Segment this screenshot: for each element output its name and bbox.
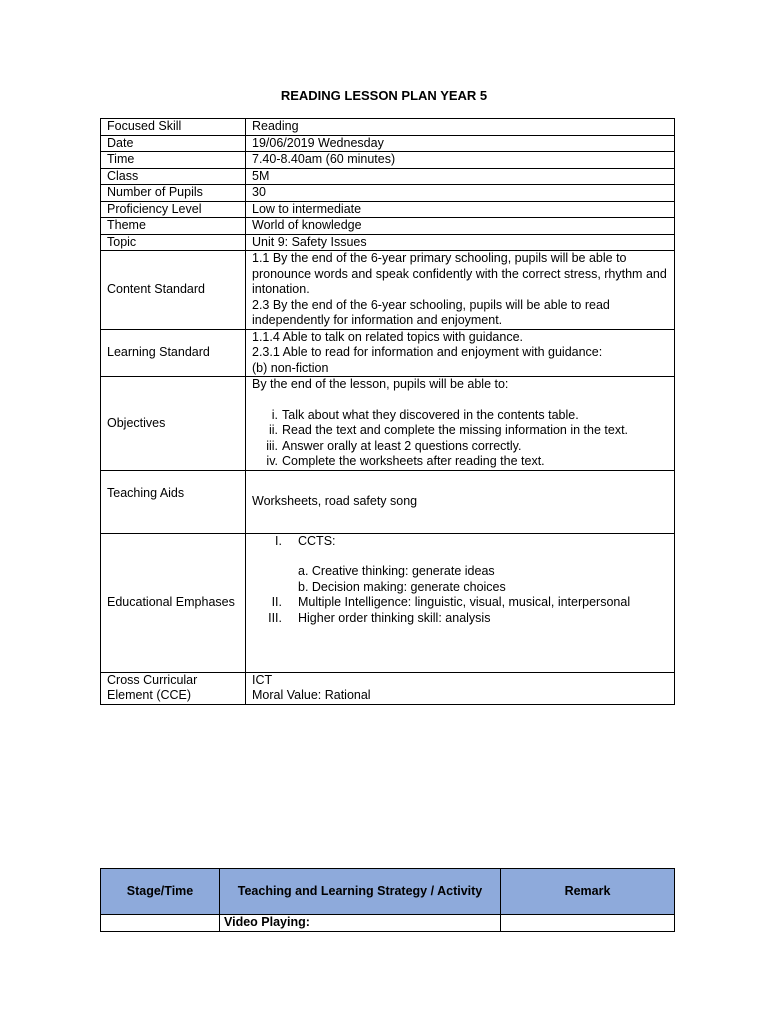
header-remark: Remark <box>501 869 675 915</box>
label-content-standard: Content Standard <box>101 251 246 330</box>
header-strategy: Teaching and Learning Strategy / Activity <box>220 869 501 915</box>
label-learning-standard: Learning Standard <box>101 329 246 377</box>
cell-stage <box>101 915 220 932</box>
emphasis-item: III. Higher order thinking skill: analysis <box>268 610 491 625</box>
label-focused-skill: Focused Skill <box>101 119 246 136</box>
label-theme: Theme <box>101 218 246 235</box>
value-content-standard <box>246 251 675 330</box>
content-standard-1: 1.1 By the end of the 6-year primary schooling, pupils will be able to pronounce words and speak confidently with the correct stress, rhythm and intonation. <box>252 251 667 296</box>
label-topic: Topic <box>101 234 246 251</box>
row-class <box>101 168 675 185</box>
label-time: Time <box>101 152 246 169</box>
header-stage-time: Stage/Time <box>101 869 220 915</box>
row-focused-skill <box>101 119 675 136</box>
value-focused-skill: Reading <box>246 119 675 136</box>
value-date: 19/06/2019 Wednesday <box>246 135 675 152</box>
value-pupils: 30 <box>246 185 675 202</box>
value-objectives <box>246 377 675 471</box>
value-topic: Unit 9: Safety Issues <box>246 234 675 251</box>
row-theme <box>101 218 675 235</box>
label-proficiency: Proficiency Level <box>101 201 246 218</box>
cell-remark <box>501 915 675 932</box>
cell-activity: Video Playing: <box>220 915 501 932</box>
label-class: Class <box>101 168 246 185</box>
row-teaching-aids <box>101 470 675 533</box>
objectives-intro: By the end of the lesson, pupils will be able to: <box>252 377 509 391</box>
stage-table-row <box>101 915 675 932</box>
value-time: 7.40-8.40am (60 minutes) <box>246 152 675 169</box>
value-proficiency: Low to intermediate <box>246 201 675 218</box>
label-pupils: Number of Pupils <box>101 185 246 202</box>
label-date: Date <box>101 135 246 152</box>
value-theme: World of knowledge <box>246 218 675 235</box>
learning-standard-3: (b) non-fiction <box>252 360 329 375</box>
row-cce <box>101 672 675 704</box>
cce-value-2: Moral Value: Rational <box>252 688 371 702</box>
learning-standard-1: 1.1.4 Able to talk on related topics with guidance. <box>252 329 524 344</box>
emphasis-item: II. Multiple Intelligence: linguistic, visual, musical, interpersonal <box>271 595 631 609</box>
value-learning-standard <box>246 329 675 377</box>
emphases-list-2 <box>252 595 668 626</box>
objectives-list <box>252 408 668 470</box>
objective-item: ii. Read the text and complete the missing information in the text. <box>268 423 629 437</box>
objective-item: iv. Complete the worksheets after reading the text. <box>266 454 545 468</box>
learning-standard-2: 2.3.1 Able to read for information and enjoyment with guidance: <box>252 345 603 359</box>
row-emphases <box>101 533 675 672</box>
emphasis-item: I. CCTS: <box>275 533 336 548</box>
label-objectives: Objectives <box>101 377 246 471</box>
label-teaching-aids: Teaching Aids <box>101 470 246 533</box>
emphases-list <box>252 534 668 550</box>
cce-value-1: ICT <box>252 672 273 687</box>
row-pupils <box>101 185 675 202</box>
lesson-plan-table <box>100 118 675 705</box>
stage-table-header <box>101 869 675 915</box>
row-topic <box>101 234 675 251</box>
emphasis-sub-b: b. Decision making: generate choices <box>298 579 506 594</box>
row-objectives <box>101 377 675 471</box>
content-standard-2: 2.3 By the end of the 6-year schooling, pupils will be able to read independently for information and enjoyment. <box>252 297 610 327</box>
row-content-standard <box>101 251 675 330</box>
label-emphases: Educational Emphases <box>101 533 246 672</box>
value-class: 5M <box>246 168 675 185</box>
stage-table <box>100 868 675 932</box>
objective-item: iii. Answer orally at least 2 questions correctly. <box>266 438 522 453</box>
emphasis-sub-a: a. Creative thinking: generate ideas <box>298 564 495 578</box>
page-title: READING LESSON PLAN YEAR 5 <box>280 88 488 103</box>
value-cce <box>246 672 675 704</box>
row-learning-standard <box>101 329 675 377</box>
objective-item: i. Talk about what they discovered in the contents table. <box>271 407 579 422</box>
row-proficiency <box>101 201 675 218</box>
row-date <box>101 135 675 152</box>
label-cce: Cross Curricular Element (CCE) <box>101 672 246 704</box>
value-emphases <box>246 533 675 672</box>
row-time <box>101 152 675 169</box>
value-teaching-aids: Worksheets, road safety song <box>246 470 675 533</box>
